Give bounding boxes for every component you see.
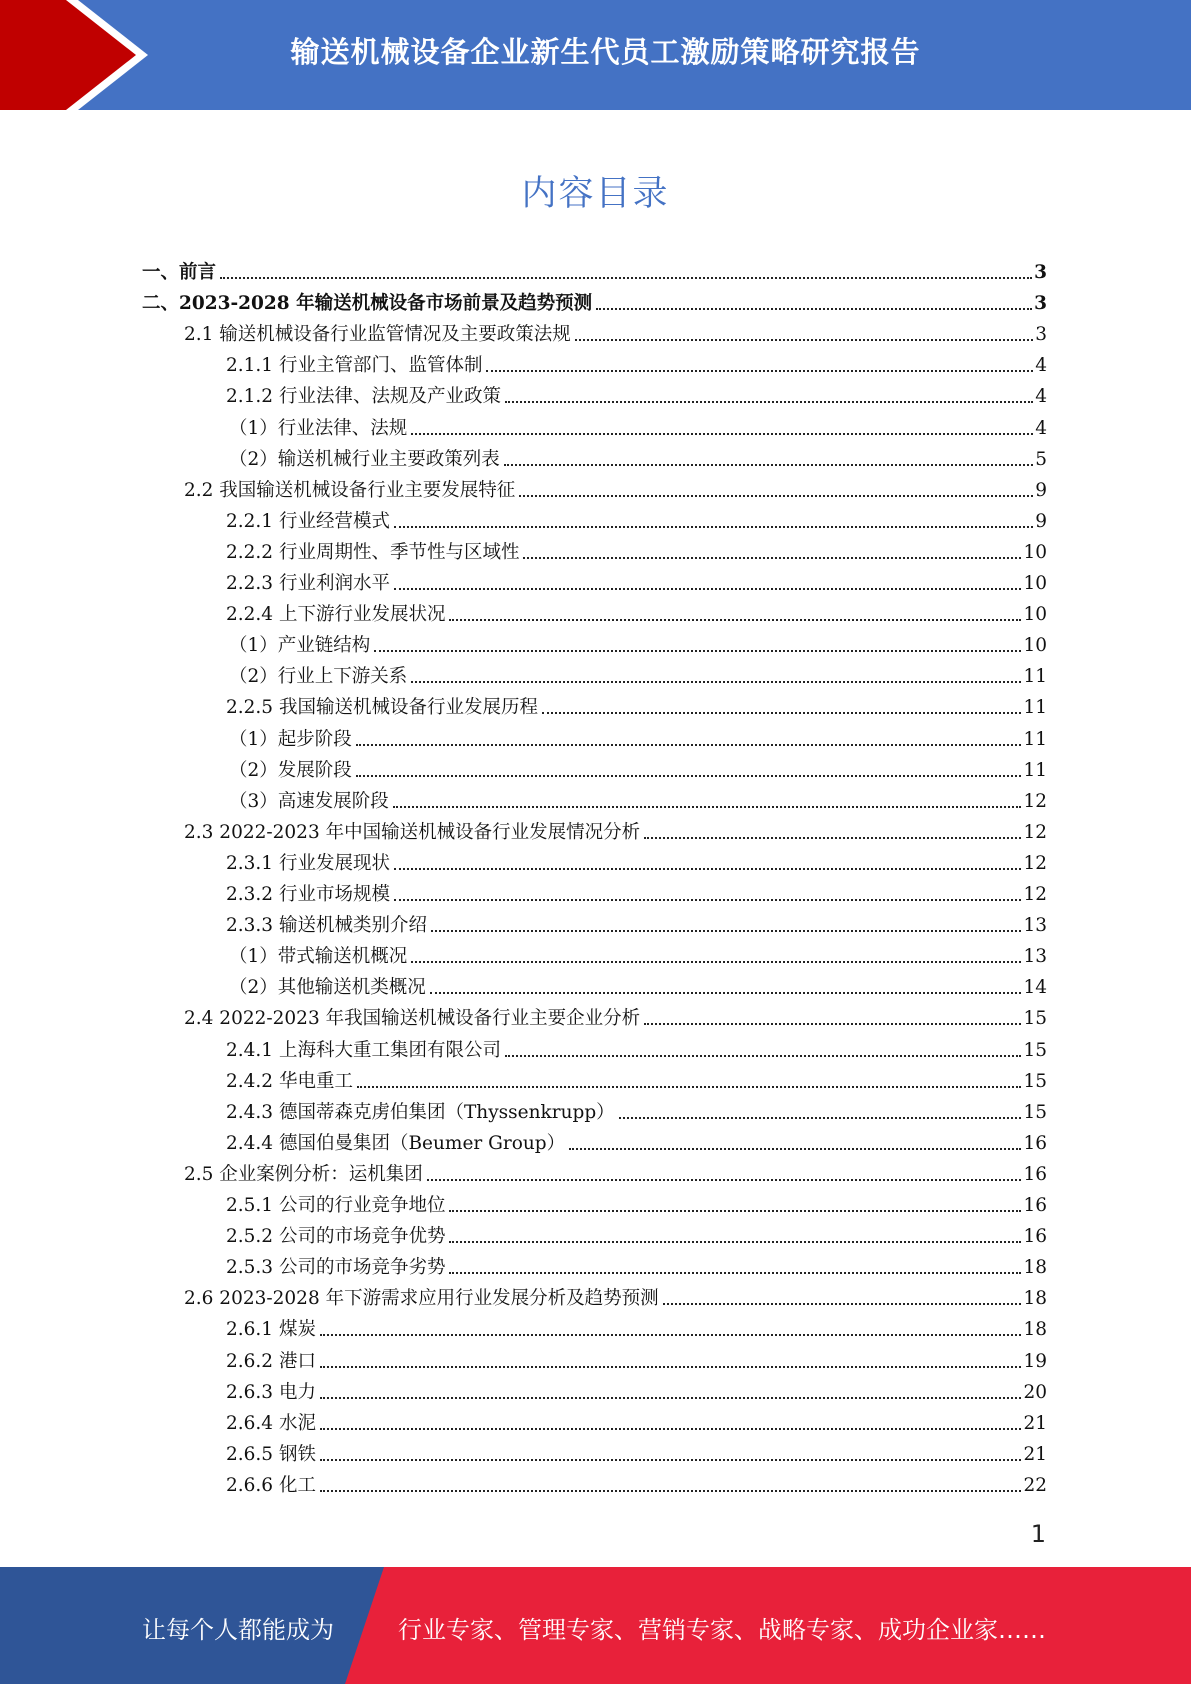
toc-entry-title: 二、2023-2028 年输送机械设备市场前景及趋势预测 bbox=[142, 293, 593, 315]
toc-entry-page: 11 bbox=[1023, 666, 1047, 688]
toc-leader-dots bbox=[596, 308, 1032, 310]
toc-entry-page: 21 bbox=[1023, 1443, 1047, 1465]
toc-leader-dots bbox=[320, 1428, 1022, 1430]
toc-entry-title: （3）高速发展阶段 bbox=[229, 790, 389, 812]
toc-leader-dots bbox=[504, 464, 1033, 466]
toc-entry[interactable] bbox=[226, 1124, 1047, 1155]
toc-entry-page: 3 bbox=[1034, 293, 1047, 315]
toc-leader-dots bbox=[320, 1334, 1022, 1336]
toc-leader-dots bbox=[523, 557, 1021, 559]
toc-entry-page: 15 bbox=[1023, 1039, 1047, 1061]
toc-entry[interactable] bbox=[226, 1435, 1047, 1466]
toc-entry-title: 2.5.2 公司的市场竞争优势 bbox=[226, 1226, 446, 1248]
toc-entry-title: 2.2.2 行业周期性、季节性与区域性 bbox=[226, 541, 520, 563]
toc-entry[interactable] bbox=[226, 1404, 1047, 1435]
toc-entry-title: 2.3.2 行业市场规模 bbox=[226, 884, 390, 905]
toc-leader-dots bbox=[486, 370, 1033, 372]
toc-entry[interactable] bbox=[226, 533, 1047, 564]
toc-entry[interactable] bbox=[226, 1186, 1047, 1217]
toc-entry-title: 2.4.3 德国蒂森克虏伯集团（Thyssenkrupp） bbox=[226, 1101, 615, 1123]
toc-entry-page: 18 bbox=[1023, 1319, 1047, 1341]
toc-leader-dots bbox=[320, 1459, 1022, 1461]
toc-entry[interactable] bbox=[226, 1342, 1047, 1373]
toc-leader-dots bbox=[320, 1397, 1022, 1399]
toc-entry-page: 15 bbox=[1023, 1070, 1047, 1092]
toc-entry-title: 2.4 2022-2023 年我国输送机械设备行业主要企业分析 bbox=[184, 1008, 641, 1030]
toc-leader-dots bbox=[411, 433, 1033, 435]
toc-leader-dots bbox=[394, 588, 1021, 590]
toc-entry[interactable] bbox=[226, 1093, 1047, 1124]
toc-entry-page: 3 bbox=[1035, 324, 1047, 346]
toc-entry[interactable] bbox=[226, 377, 1047, 408]
toc-entry-title: 2.4.2 华电重工 bbox=[226, 1070, 353, 1092]
toc-entry-title: 2.5.3 公司的市场竞争劣势 bbox=[226, 1257, 446, 1279]
toc-entry[interactable] bbox=[229, 626, 1047, 657]
toc-entry-title: （1）带式输送机概况 bbox=[229, 946, 408, 968]
toc-entry-page: 15 bbox=[1023, 1008, 1047, 1030]
toc-leader-dots bbox=[356, 744, 1022, 746]
toc-entry-page: 10 bbox=[1023, 635, 1047, 657]
toc-leader-dots bbox=[569, 1148, 1021, 1150]
toc-entry-page: 10 bbox=[1023, 604, 1047, 626]
toc-entry[interactable] bbox=[184, 1279, 1047, 1310]
toc-leader-dots bbox=[320, 1490, 1022, 1492]
toc-entry-page: 9 bbox=[1035, 510, 1047, 532]
toc-entry[interactable] bbox=[229, 782, 1047, 813]
toc-entry[interactable] bbox=[226, 564, 1047, 595]
toc-entry-title: 2.6.1 煤炭 bbox=[226, 1319, 316, 1341]
toc-entry[interactable] bbox=[184, 813, 1047, 844]
toc-leader-dots bbox=[411, 681, 1021, 683]
footer-slogan-left: 让每个人都能成为 bbox=[142, 1616, 334, 1644]
toc-leader-dots bbox=[356, 775, 1022, 777]
toc-entry[interactable] bbox=[226, 595, 1047, 626]
toc-entry-page: 20 bbox=[1023, 1381, 1047, 1403]
toc-entry[interactable] bbox=[226, 688, 1047, 719]
toc-entry-title: 2.1.1 行业主管部门、监管体制 bbox=[226, 355, 483, 377]
toc-entry-page: 11 bbox=[1023, 697, 1047, 719]
toc-entry[interactable] bbox=[229, 657, 1047, 688]
toc-entry[interactable] bbox=[229, 751, 1047, 782]
toc-entry-title: （1）行业法律、法规 bbox=[229, 417, 408, 439]
toc-entry-page: 13 bbox=[1023, 946, 1047, 968]
toc-entry-page: 11 bbox=[1023, 759, 1047, 781]
toc-entry-page: 11 bbox=[1023, 728, 1047, 750]
toc-entry[interactable] bbox=[229, 720, 1047, 751]
toc-entry-page: 4 bbox=[1035, 417, 1047, 439]
toc-entry-title: 2.4.4 德国伯曼集团（Beumer Group） bbox=[226, 1132, 566, 1154]
toc-entry-page: 15 bbox=[1023, 1101, 1047, 1123]
toc-leader-dots bbox=[394, 526, 1033, 528]
toc-entry-title: 2.2.5 我国输送机械设备行业发展历程 bbox=[226, 697, 538, 719]
toc-entry[interactable] bbox=[226, 1217, 1047, 1248]
toc-leader-dots bbox=[449, 1210, 1021, 1212]
toc-entry-title: 2.3 2022-2023 年中国输送机械设备行业发展情况分析 bbox=[184, 821, 641, 843]
toc-entry[interactable] bbox=[229, 409, 1047, 440]
toc-entry-page: 10 bbox=[1023, 541, 1047, 563]
toc-entry-page: 9 bbox=[1035, 479, 1047, 501]
toc-leader-dots bbox=[320, 1366, 1022, 1368]
toc-entry[interactable] bbox=[226, 1031, 1047, 1062]
toc-entry-page: 13 bbox=[1023, 915, 1047, 937]
toc-leader-dots bbox=[357, 1086, 1022, 1088]
toc-entry[interactable] bbox=[226, 1248, 1047, 1279]
toc-entry-title: （2）其他输送机类概况 bbox=[229, 977, 426, 999]
toc-entry-title: 2.2.1 行业经营模式 bbox=[226, 510, 390, 532]
toc-entry-page: 12 bbox=[1023, 790, 1047, 812]
toc-entry[interactable] bbox=[184, 999, 1047, 1030]
toc-entry-title: 2.3.1 行业发展现状 bbox=[226, 852, 390, 874]
toc-entry-page: 12 bbox=[1023, 821, 1047, 843]
toc-entry-page: 18 bbox=[1023, 1257, 1047, 1279]
toc-entry[interactable] bbox=[226, 906, 1047, 937]
toc-entry-title: 2.2 我国输送机械设备行业主要发展特征 bbox=[184, 479, 516, 501]
toc-entry-title: 2.6.3 电力 bbox=[226, 1381, 316, 1403]
toc-leader-dots bbox=[394, 899, 1021, 901]
toc-entry-page: 12 bbox=[1023, 884, 1047, 905]
toc-leader-dots bbox=[220, 277, 1032, 279]
toc-entry[interactable] bbox=[184, 1155, 1047, 1186]
toc-entry-page: 3 bbox=[1034, 262, 1047, 283]
toc-entry-page: 19 bbox=[1023, 1350, 1047, 1372]
toc-leader-dots bbox=[542, 712, 1021, 714]
toc-entry[interactable] bbox=[226, 346, 1047, 377]
toc-entry[interactable] bbox=[184, 471, 1047, 502]
toc-entry-page: 12 bbox=[1023, 852, 1047, 874]
toc-leader-dots bbox=[505, 1055, 1021, 1057]
toc-leader-dots bbox=[431, 930, 1021, 932]
toc-entry[interactable] bbox=[226, 502, 1047, 533]
toc-entry-page: 5 bbox=[1035, 448, 1047, 470]
page-number: 1 bbox=[1030, 1520, 1046, 1548]
toc-leader-dots bbox=[393, 806, 1022, 808]
page-header bbox=[0, 0, 1191, 110]
toc-leader-dots bbox=[663, 1303, 1022, 1305]
toc-leader-dots bbox=[644, 837, 1021, 839]
toc-entry-page: 22 bbox=[1023, 1474, 1047, 1496]
toc-entry[interactable] bbox=[226, 1062, 1047, 1093]
toc-entry-title: 2.6.5 钢铁 bbox=[226, 1443, 316, 1465]
toc-entry-title: （2）行业上下游关系 bbox=[229, 666, 408, 688]
toc-entry-title: （2）输送机械行业主要政策列表 bbox=[229, 448, 500, 470]
toc-entry[interactable] bbox=[226, 1310, 1047, 1341]
toc-leader-dots bbox=[505, 401, 1033, 403]
toc-entry-title: （2）发展阶段 bbox=[229, 759, 352, 781]
toc-entry-title: 2.6.4 水泥 bbox=[226, 1412, 316, 1434]
toc-entry[interactable] bbox=[226, 875, 1047, 906]
toc-entry-page: 4 bbox=[1035, 386, 1047, 408]
toc-entry-title: 2.1.2 行业法律、法规及产业政策 bbox=[226, 386, 501, 408]
toc-leader-dots bbox=[449, 619, 1021, 621]
toc-entry-page: 16 bbox=[1023, 1132, 1047, 1154]
page-footer bbox=[0, 1567, 1191, 1684]
toc-heading: 内容目录 bbox=[521, 174, 670, 214]
toc-entry[interactable] bbox=[229, 440, 1047, 471]
toc-leader-dots bbox=[519, 495, 1033, 497]
toc-leader-dots bbox=[427, 1179, 1022, 1181]
toc-entry-page: 16 bbox=[1023, 1226, 1047, 1248]
toc-leader-dots bbox=[430, 992, 1022, 994]
toc-entry[interactable] bbox=[226, 1466, 1047, 1497]
toc-entry-title: 2.2.4 上下游行业发展状况 bbox=[226, 604, 446, 626]
toc-entry-title: 2.5.1 公司的行业竞争地位 bbox=[226, 1195, 446, 1216]
toc-entry[interactable] bbox=[142, 253, 1047, 284]
toc-entry[interactable] bbox=[229, 937, 1047, 968]
toc-leader-dots bbox=[374, 650, 1021, 652]
toc-entry-title: 2.6 2023-2028 年下游需求应用行业发展分析及趋势预测 bbox=[184, 1288, 659, 1310]
toc-entry-title: （1）起步阶段 bbox=[229, 728, 352, 750]
toc-entry-page: 14 bbox=[1023, 977, 1047, 999]
toc-leader-dots bbox=[449, 1272, 1021, 1274]
toc-entry-title: 2.6.6 化工 bbox=[226, 1474, 316, 1496]
toc-entry[interactable] bbox=[142, 284, 1047, 315]
toc-entry-title: （1）产业链结构 bbox=[229, 635, 371, 657]
toc-entry[interactable] bbox=[226, 844, 1047, 875]
toc-entry-title: 2.3.3 输送机械类别介绍 bbox=[226, 915, 427, 937]
header-title: 输送机械设备企业新生代员工激励策略研究报告 bbox=[290, 35, 921, 69]
toc-leader-dots bbox=[644, 1023, 1021, 1025]
toc-entry[interactable] bbox=[229, 968, 1047, 999]
toc-entry-title: 2.4.1 上海科大重工集团有限公司 bbox=[226, 1039, 501, 1061]
toc-entry-page: 4 bbox=[1035, 355, 1047, 377]
footer-slogan-right: 行业专家、管理专家、营销专家、战略专家、成功企业家…… bbox=[398, 1616, 1046, 1644]
toc-leader-dots bbox=[411, 961, 1021, 963]
toc-entry[interactable] bbox=[184, 315, 1047, 346]
toc-entry-title: 一、前言 bbox=[142, 262, 217, 283]
toc-entry-title: 2.5 企业案例分析：运机集团 bbox=[184, 1163, 423, 1185]
toc-entry-page: 21 bbox=[1023, 1412, 1047, 1434]
toc-leader-dots bbox=[449, 1241, 1021, 1243]
toc-leader-dots bbox=[394, 868, 1021, 870]
toc-entry-page: 16 bbox=[1023, 1195, 1047, 1216]
toc-entry-page: 16 bbox=[1023, 1163, 1047, 1185]
toc-entry-page: 10 bbox=[1023, 573, 1047, 594]
toc-leader-dots bbox=[619, 1117, 1022, 1119]
toc-leader-dots bbox=[575, 339, 1033, 341]
toc-entry-title: 2.6.2 港口 bbox=[226, 1350, 316, 1372]
toc-entry[interactable] bbox=[226, 1373, 1047, 1404]
toc-entry-title: 2.2.3 行业利润水平 bbox=[226, 573, 390, 594]
toc-entry-title: 2.1 输送机械设备行业监管情况及主要政策法规 bbox=[184, 324, 571, 346]
toc-entry-page: 18 bbox=[1023, 1288, 1047, 1310]
